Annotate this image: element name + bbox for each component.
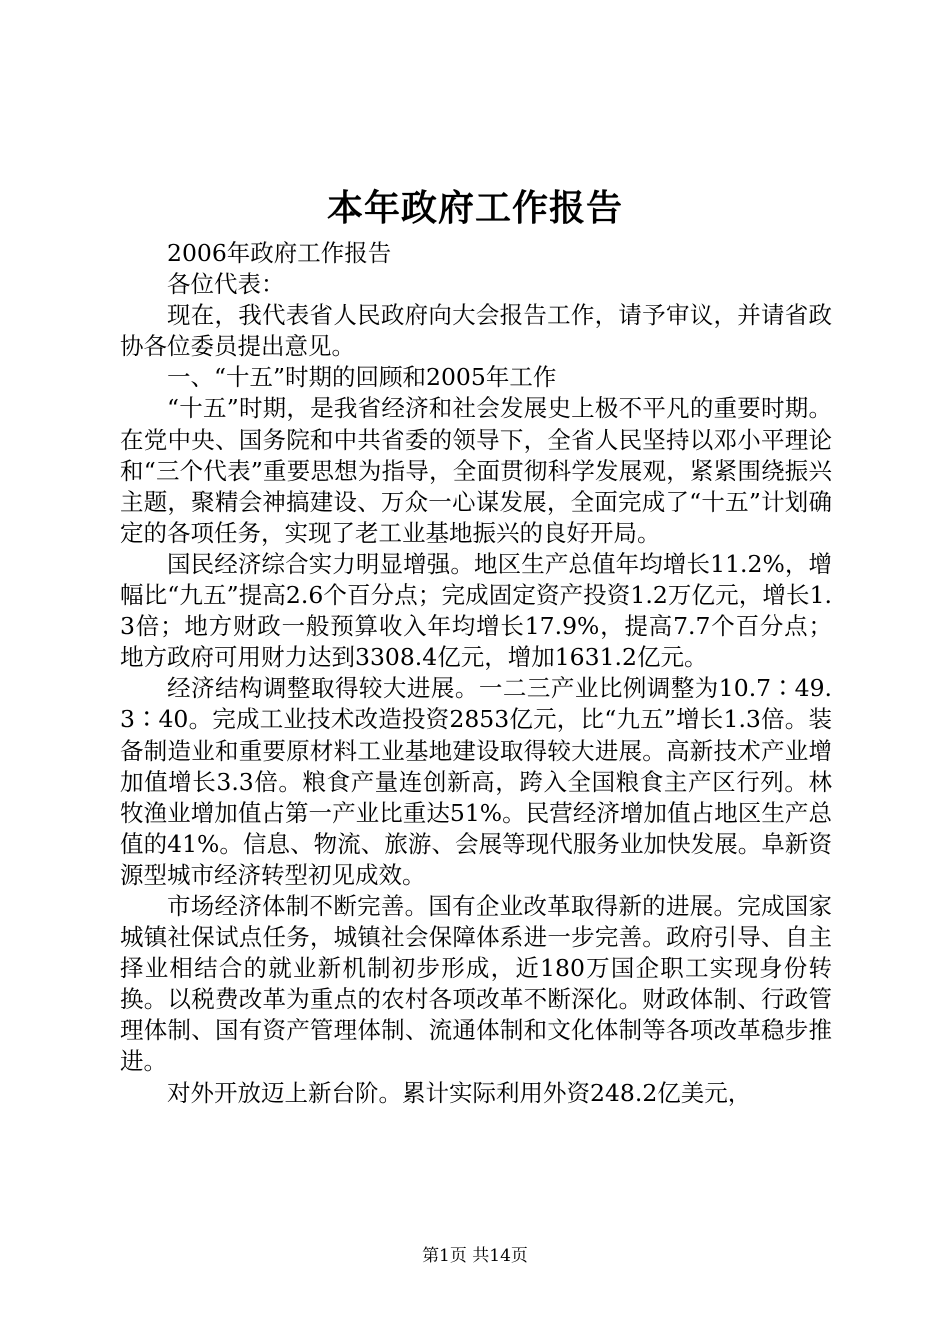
section-heading: 一、“十五”时期的回顾和2005年工作 [167,363,557,392]
paragraph-review: “十五”时期，是我省经济和社会发展史上极不平凡的重要时期。在党中央、国务院和中共省委的领导下，全省人民坚持以邓小平理论和“三个代表”重要思想为指导，全面贯彻科学发展观，紧紧围绕振兴主题，聚精会神搞建设、万众一心谋发展，全面完成了“十五”计划确定的各项任务，实现了老工业基地振兴的良好开局。 [120,394,832,547]
document-body [120,238,832,1109]
page-number-footer: 第1页 共14页 [422,1246,528,1266]
document-title: 本年政府工作报告 [326,187,623,229]
paragraph-intro: 现在，我代表省人民政府向大会报告工作，请予审议，并请省政协各位委员提出意见。 [120,301,832,361]
paragraph-report-heading: 2006年政府工作报告 [167,239,392,267]
paragraph-market: 市场经济体制不断完善。国有企业改革取得新的进展。完成国家城镇社保试点任务，城镇社会保障体系进一步完善。政府引导、自主择业相结合的就业新机制初步形成，近180万国企职工实现身份转换。以税费改革为重点的农村各项改革不断深化。财政体制、行政管理体制、国有资产管理体制、流通体制和文化体制等各项改革稳步推进。 [120,891,832,1076]
paragraph-structure: 经济结构调整取得较大进展。一二三产业比例调整为10.7∶49.3∶40。完成工业技术改造投资2853亿元，比“九五”增长1.3倍。装备制造业和重要原材料工业基地建设取得较大进展。高新技术产业增加值增长3.3倍。粮食产量连创新高，跨入全国粮食主产区行列。林牧渔业增加值占第一产业比重达51%。民营经济增加值占地区生产总值的41%。信息、物流、旅游、会展等现代服务业加快发展。阜新资源型城市经济转型初见成效。 [120,674,832,889]
paragraph-salutation: 各位代表： [167,270,285,299]
paragraph-opening: 对外开放迈上新台阶。累计实际利用外资248.2亿美元， [167,1078,752,1107]
paragraph-economy: 国民经济综合实力明显增强。地区生产总值年均增长11.2%，增幅比“九五”提高2.6个百分点；完成固定资产投资1.2万亿元，增长1.3倍；地方财政一般预算收入年均增长17.9%，提高7.7个百分点；地方政府可用财力达到3308.4亿元，增加1631.2亿元。 [120,549,832,672]
